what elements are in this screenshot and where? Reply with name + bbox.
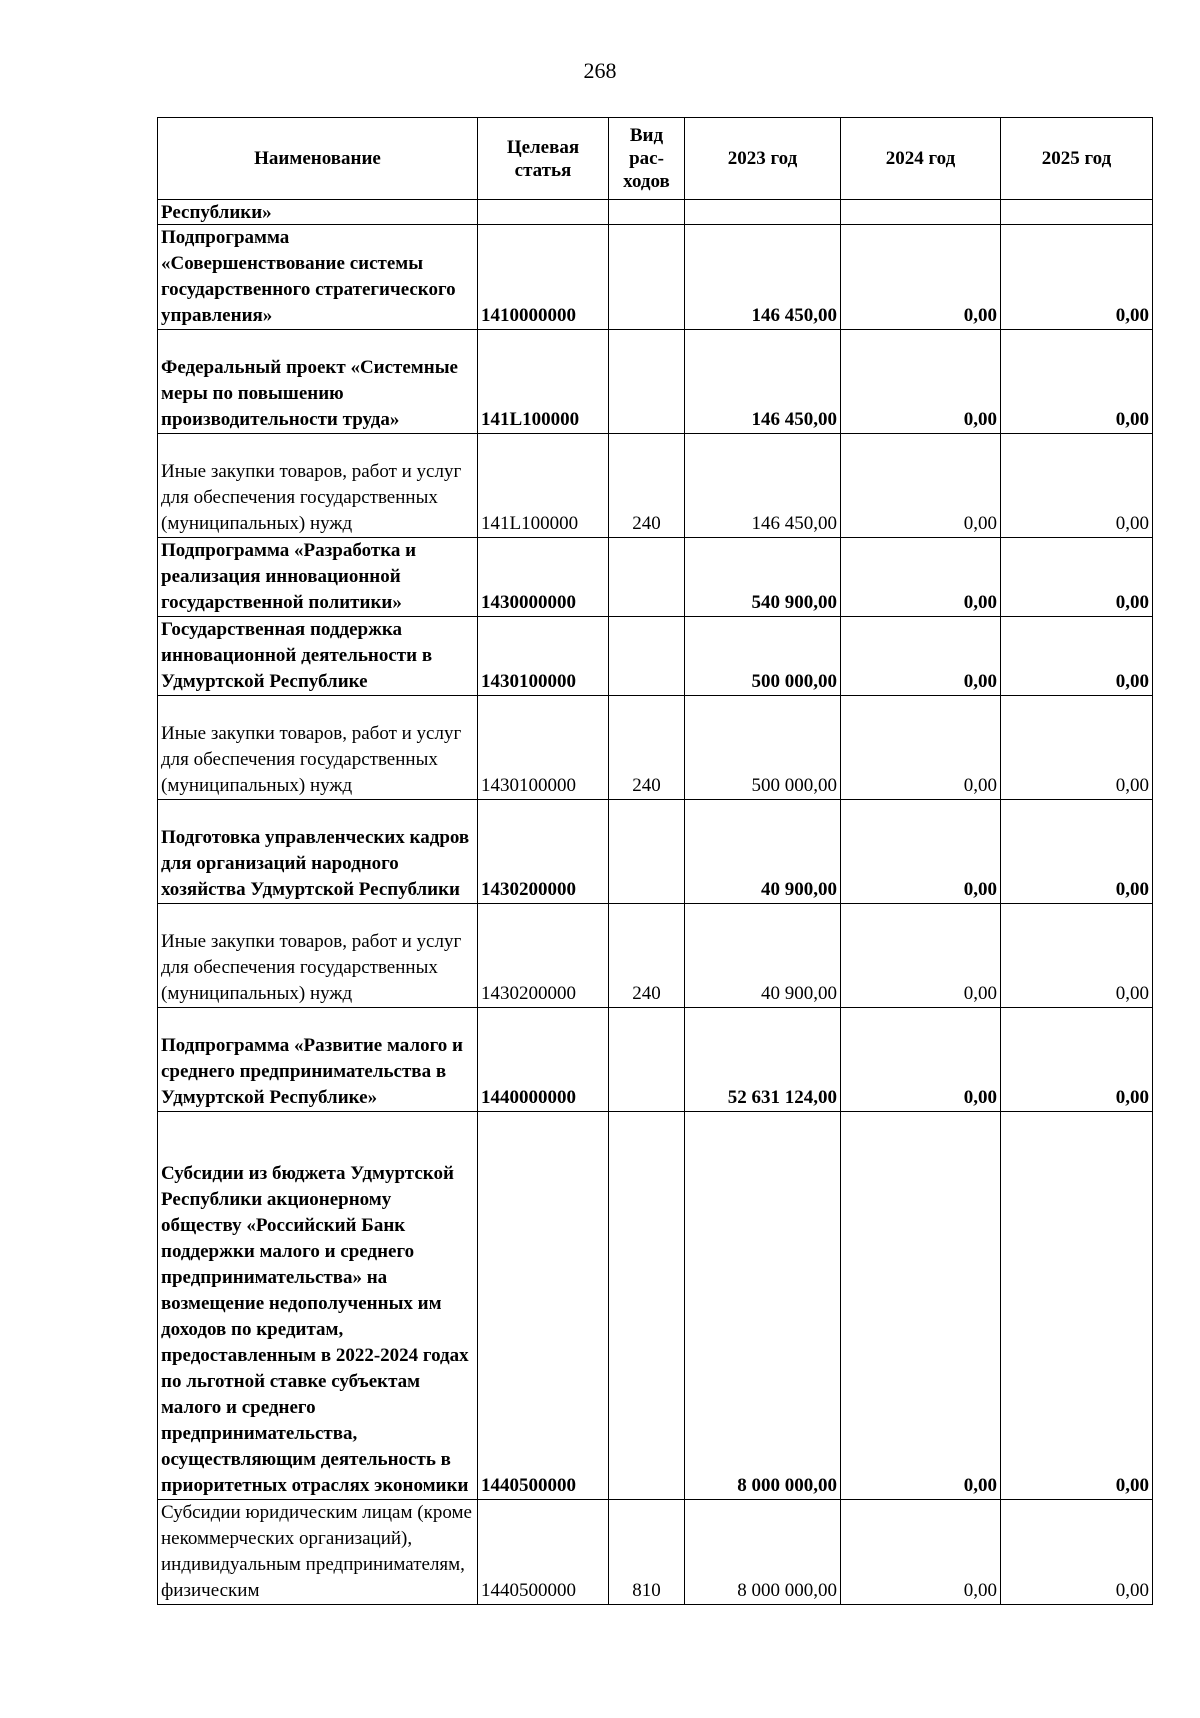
table-row (158, 696, 1153, 800)
row-2025: 0,00 (1001, 538, 1153, 617)
row-name: Подпрограмма «Развитие малого и среднего предпринимательства в Удмуртской Республике» (158, 1008, 478, 1112)
row-code: 141L100000 (478, 434, 609, 538)
row-2023: 40 900,00 (685, 800, 841, 904)
row-kind (609, 538, 685, 617)
table-header-row (158, 118, 1153, 200)
table-row (158, 330, 1153, 434)
row-2025: 0,00 (1001, 330, 1153, 434)
row-2024: 0,00 (841, 225, 1001, 330)
row-kind (609, 225, 685, 330)
row-2024: 0,00 (841, 538, 1001, 617)
row-kind: 240 (609, 904, 685, 1008)
table-row (158, 538, 1153, 617)
row-name: Иные закупки товаров, работ и услуг для обеспечения государственных (муниципальных) нужд (158, 434, 478, 538)
row-code: 1430200000 (478, 904, 609, 1008)
header-2024: 2024 год (841, 118, 1001, 200)
table-row (158, 800, 1153, 904)
table-row (158, 904, 1153, 1008)
row-2025: 0,00 (1001, 800, 1153, 904)
row-2024: 0,00 (841, 1112, 1001, 1500)
row-code: 141L100000 (478, 330, 609, 434)
row-name: Республики» (158, 200, 478, 225)
row-2023: 146 450,00 (685, 225, 841, 330)
row-kind (609, 200, 685, 225)
row-2023 (685, 200, 841, 225)
row-kind: 810 (609, 1500, 685, 1605)
row-2024: 0,00 (841, 617, 1001, 696)
header-name: Наименование (158, 118, 478, 200)
row-name: Федеральный проект «Системные меры по повышению производительности труда» (158, 330, 478, 434)
row-name: Субсидии из бюджета Удмуртской Республики акционерному обществу «Российский Банк поддержки малого и среднего предпринимательства» на возмещение недополученных им доходов по кредитам, предоставленным в 2022-2024 годах по льготной ставке субъектам малого и среднего предпринимательства, осуществляющим деятельность в приоритетных отраслях экономики (158, 1112, 478, 1500)
header-kind: Вид рас-ходов (609, 118, 685, 200)
row-2023: 8 000 000,00 (685, 1500, 841, 1605)
row-kind (609, 1112, 685, 1500)
row-2024 (841, 200, 1001, 225)
table-row (158, 1008, 1153, 1112)
row-code: 1440500000 (478, 1500, 609, 1605)
table-row (158, 200, 1153, 225)
row-2024: 0,00 (841, 800, 1001, 904)
row-name: Подпрограмма «Разработка и реализация инновационной государственной политики» (158, 538, 478, 617)
header-2023: 2023 год (685, 118, 841, 200)
row-2025: 0,00 (1001, 696, 1153, 800)
row-kind (609, 617, 685, 696)
row-kind: 240 (609, 696, 685, 800)
budget-table (157, 117, 1153, 1605)
row-code: 1430100000 (478, 617, 609, 696)
row-2024: 0,00 (841, 1500, 1001, 1605)
row-code: 1430000000 (478, 538, 609, 617)
table-row (158, 617, 1153, 696)
row-2025: 0,00 (1001, 904, 1153, 1008)
row-2023: 52 631 124,00 (685, 1008, 841, 1112)
row-2024: 0,00 (841, 330, 1001, 434)
row-name: Субсидии юридическим лицам (кроме некоммерческих организаций), индивидуальным предпринимателям, физическим (158, 1500, 478, 1605)
row-name: Подготовка управленческих кадров для организаций народного хозяйства Удмуртской Республики (158, 800, 478, 904)
table-row (158, 225, 1153, 330)
page-number: 268 (583, 58, 617, 83)
row-2024: 0,00 (841, 696, 1001, 800)
row-2025: 0,00 (1001, 617, 1153, 696)
row-kind (609, 330, 685, 434)
row-code (478, 200, 609, 225)
table-row (158, 1112, 1153, 1500)
row-2023: 8 000 000,00 (685, 1112, 841, 1500)
row-code: 1430200000 (478, 800, 609, 904)
row-2024: 0,00 (841, 904, 1001, 1008)
row-2025 (1001, 200, 1153, 225)
row-2025: 0,00 (1001, 434, 1153, 538)
row-kind (609, 1008, 685, 1112)
row-2025: 0,00 (1001, 1500, 1153, 1605)
row-2023: 540 900,00 (685, 538, 841, 617)
row-2023: 500 000,00 (685, 617, 841, 696)
header-code: Целевая статья (478, 118, 609, 200)
row-name: Государственная поддержка инновационной деятельности в Удмуртской Республике (158, 617, 478, 696)
row-code: 1430100000 (478, 696, 609, 800)
row-2025: 0,00 (1001, 1008, 1153, 1112)
row-2024: 0,00 (841, 434, 1001, 538)
row-2025: 0,00 (1001, 225, 1153, 330)
row-name: Иные закупки товаров, работ и услуг для обеспечения государственных (муниципальных) нужд (158, 696, 478, 800)
row-2023: 146 450,00 (685, 330, 841, 434)
row-kind (609, 800, 685, 904)
row-code: 1440000000 (478, 1008, 609, 1112)
row-2024: 0,00 (841, 1008, 1001, 1112)
row-kind: 240 (609, 434, 685, 538)
header-2025: 2025 год (1001, 118, 1153, 200)
row-2023: 40 900,00 (685, 904, 841, 1008)
row-2023: 500 000,00 (685, 696, 841, 800)
row-code: 1410000000 (478, 225, 609, 330)
row-2025: 0,00 (1001, 1112, 1153, 1500)
row-2023: 146 450,00 (685, 434, 841, 538)
row-name: Подпрограмма «Совершенствование системы государственного стратегического управления» (158, 225, 478, 330)
table-row (158, 434, 1153, 538)
table-row (158, 1500, 1153, 1605)
row-name: Иные закупки товаров, работ и услуг для обеспечения государственных (муниципальных) нужд (158, 904, 478, 1008)
row-code: 1440500000 (478, 1112, 609, 1500)
